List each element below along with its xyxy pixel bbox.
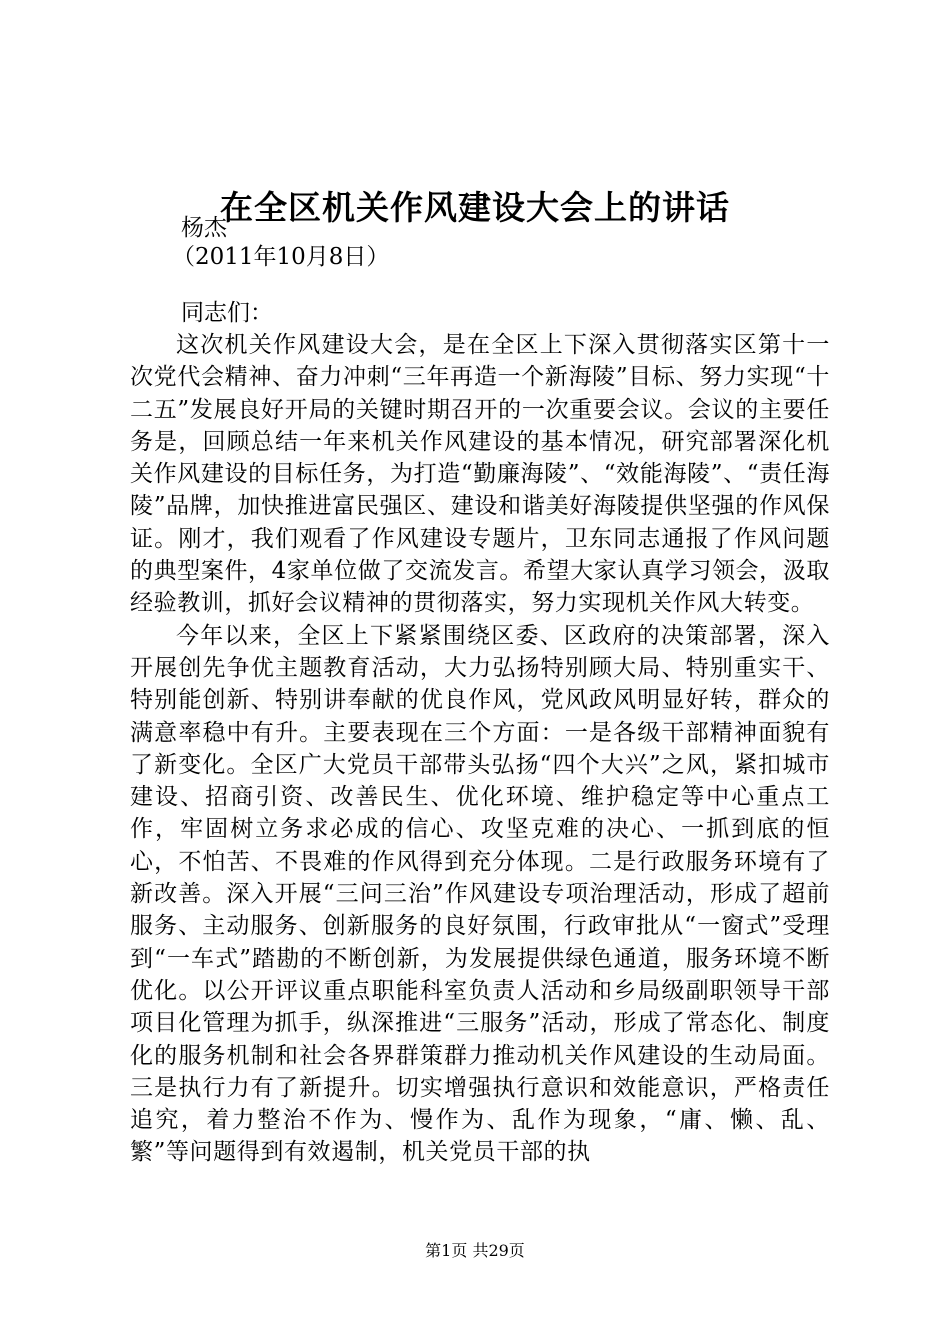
document-title: 在全区机关作风建设大会上的讲话: [220, 188, 730, 227]
salutation: 同志们：: [181, 300, 273, 326]
paragraph: 今年以来，全区上下紧紧围绕区委、区政府的决策部署，深入开展创先争优主题教育活动，大力弘扬特别顾大局、特别重实干、特别能创新、特别讲奉献的优良作风，党风政风明显好转，群众的满意率稳中有升。主要表现在三个方面：一是各级干部精神面貌有了新变化。全区广大党员干部带头弘扬“四个大兴”之风，紧扣城市建设、招商引资、改善民生、优化环境、维护稳定等中心重点工作，牢固树立务求必成的信心、攻坚克难的决心、一抓到底的恒心，不怕苦、不畏难的作风得到充分体现。二是行政服务环境有了新改善。深入开展“三问三治”作风建设专项治理活动，形成了超前服务、主动服务、创新服务的良好氛围，行政审批从“一窗式”受理到“一车式”踏勘的不断创新，为发展提供绿色通道，服务环境不断优化。以公开评议重点职能科室负责人活动和乡局级副职领导干部项目化管理为抓手，纵深推进“三服务”活动，形成了常态化、制度化的服务机制和社会各界群策群力推动机关作风建设的生动局面。三是执行力有了新提升。切实增强执行意识和效能意识，严格责任追究，着力整治不作为、慢作为、乱作为现象，“庸、懒、乱、繁”等问题得到有效遏制，机关党员干部的执: [130, 622, 830, 1166]
paragraph: 这次机关作风建设大会，是在全区上下深入贯彻落实区第十一次党代会精神、奋力冲刺“三年再造一个新海陵”目标、努力实现“十二五”发展良好开局的关键时期召开的一次重要会议。会议的主要任务是，回顾总结一年来机关作风建设的基本情况，研究部署深化机关作风建设的目标任务，为打造“勤廉海陵”、“效能海陵”、“责任海陵”品牌，加快推进富民强区、建设和谐美好海陵提供坚强的作风保证。刚才，我们观看了作风建设专题片，卫东同志通报了作风问题的典型案件，4家单位做了交流发言。希望大家认真学习领会，汲取经验教训，抓好会议精神的贯彻落实，努力实现机关作风大转变。: [130, 332, 830, 617]
author-name: 杨杰: [181, 215, 227, 241]
page-footer: 第1页 共29页: [425, 1241, 525, 1260]
speech-date: （2011年10月8日）: [172, 244, 390, 270]
document-body: [130, 329, 830, 1169]
